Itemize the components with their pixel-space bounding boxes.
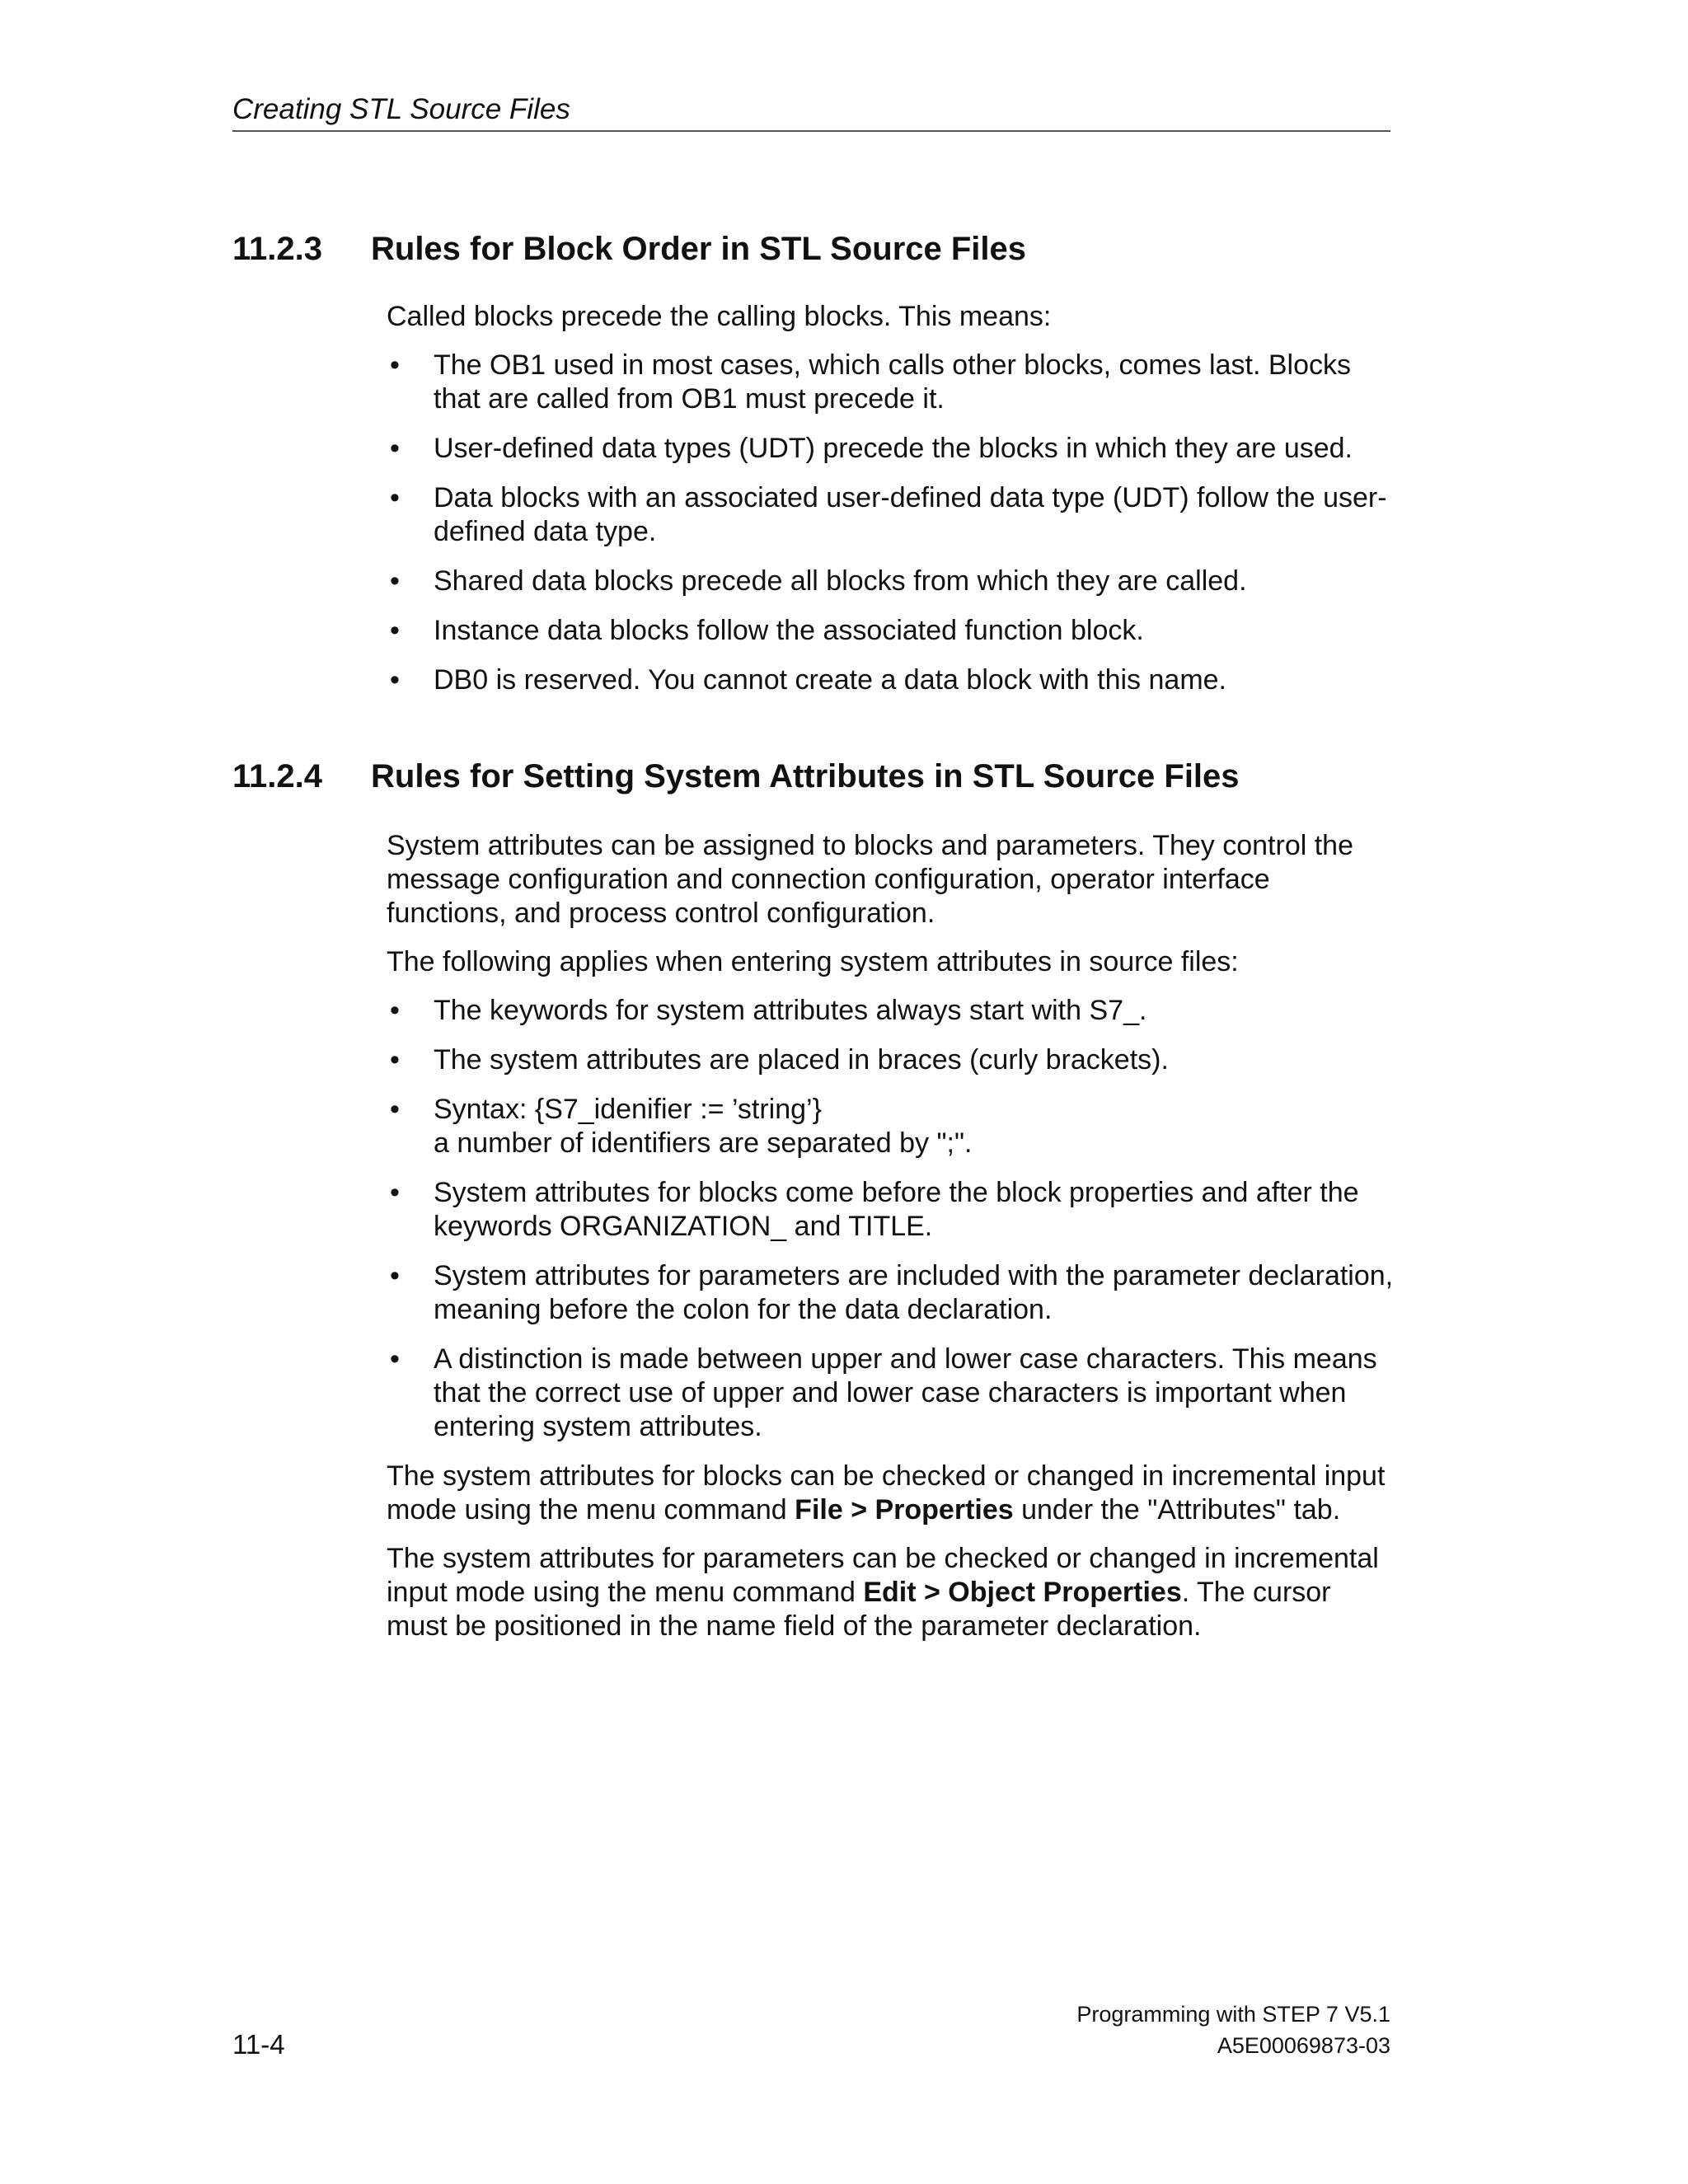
bullet-icon: • xyxy=(390,1044,400,1076)
section-body-11-2-3 xyxy=(387,300,1396,713)
bullet-list xyxy=(387,994,1396,1444)
section-number: 11.2.4 xyxy=(232,758,323,794)
menu-command: Edit > Object Properties xyxy=(863,1577,1182,1608)
list-item-text-line2: a number of identifiers are separated by ";". xyxy=(434,1127,973,1159)
list-item-text: The keywords for system attributes always start with S7_. xyxy=(434,995,1147,1026)
section-heading xyxy=(232,757,1403,796)
list-item-text: Syntax: {S7_idenifier := ’string’} xyxy=(434,1094,822,1125)
intro-paragraph: Called blocks precede the calling blocks. This means: xyxy=(387,301,1052,332)
footer-info xyxy=(1076,1999,1390,2061)
closing-paragraph-parameters xyxy=(387,1542,1396,1643)
list-item-text: User-defined data types (UDT) precede the blocks in which they are used. xyxy=(434,433,1353,464)
bullet-icon: • xyxy=(390,1177,400,1208)
list-item-text: The OB1 used in most cases, which calls other blocks, comes last. Blocks that are called from OB1 must precede it. xyxy=(434,349,1352,415)
list-item xyxy=(387,663,1396,697)
intro-paragraph: System attributes can be assigned to blocks and parameters. They control the message configuration and connection configuration, operator interface functions, and process control configuration. xyxy=(387,830,1353,929)
list-item xyxy=(387,481,1396,549)
closing-text: The system attributes for blocks can be checked or changed in incremental input mode using the menu command xyxy=(387,1460,1386,1526)
closing-text: . The cursor must be positioned in the name field of the parameter declaration. xyxy=(387,1577,1331,1642)
bullet-icon: • xyxy=(390,1260,400,1291)
list-item-text: The system attributes are placed in braces (curly brackets). xyxy=(434,1044,1169,1076)
section-number: 11.2.3 xyxy=(232,231,323,267)
bullet-icon: • xyxy=(390,615,400,646)
section-heading-11-2-3 xyxy=(232,229,1403,269)
bullet-icon: • xyxy=(390,482,400,513)
list-item xyxy=(387,1259,1396,1327)
book-title: Programming with STEP 7 V5.1 xyxy=(1076,2002,1390,2027)
list-item xyxy=(387,1093,1396,1160)
list-item-text: Shared data blocks precede all blocks from which they are called. xyxy=(434,565,1247,597)
list-item xyxy=(387,432,1396,466)
section-heading xyxy=(232,229,1403,269)
list-item-text: A distinction is made between upper and lower case characters. This means that the correct use of upper and lower case characters is important when entering system attributes. xyxy=(434,1343,1377,1442)
closing-text: under the "Attributes" tab. xyxy=(1013,1494,1341,1526)
section-title: Rules for Block Order in STL Source Files xyxy=(371,231,1027,267)
closing-paragraph-blocks xyxy=(387,1460,1396,1527)
list-item-text: System attributes for blocks come before the block properties and after the keywords ORGANIZATION_ and TITLE. xyxy=(434,1177,1359,1242)
bullet-icon: • xyxy=(390,1094,400,1125)
bullet-icon: • xyxy=(390,1343,400,1375)
list-item xyxy=(387,1343,1396,1444)
list-item xyxy=(387,349,1396,416)
bullet-icon: • xyxy=(390,433,400,464)
list-item xyxy=(387,994,1396,1028)
list-item xyxy=(387,1176,1396,1244)
intro-paragraph-2: The following applies when entering system attributes in source files: xyxy=(387,946,1239,977)
list-item-text: System attributes for parameters are included with the parameter declaration, meaning before the colon for the data declaration. xyxy=(434,1260,1394,1325)
list-item xyxy=(387,565,1396,598)
section-heading-11-2-4 xyxy=(232,757,1403,796)
section-title: Rules for Setting System Attributes in STL Source Files xyxy=(371,758,1240,794)
section-body-11-2-4 xyxy=(387,829,1396,1658)
list-item xyxy=(387,1043,1396,1077)
running-header: Creating STL Source Files xyxy=(232,92,1390,132)
list-item-text: Instance data blocks follow the associated function block. xyxy=(434,615,1144,646)
menu-command: File > Properties xyxy=(795,1494,1014,1526)
bullet-list xyxy=(387,349,1396,697)
list-item xyxy=(387,614,1396,648)
list-item-text: DB0 is reserved. You cannot create a data block with this name. xyxy=(434,664,1226,696)
bullet-icon: • xyxy=(390,565,400,597)
page-number: 11-4 xyxy=(232,2029,285,2060)
closing-text: The system attributes for parameters can be checked or changed in incremental input mode using the menu command xyxy=(387,1543,1379,1608)
list-item-text: Data blocks with an associated user-defined data type (UDT) follow the user-defined data type. xyxy=(434,482,1387,547)
bullet-icon: • xyxy=(390,664,400,696)
bullet-icon: • xyxy=(390,995,400,1026)
bullet-icon: • xyxy=(390,349,400,381)
doc-number: A5E00069873-03 xyxy=(1217,2033,1390,2058)
